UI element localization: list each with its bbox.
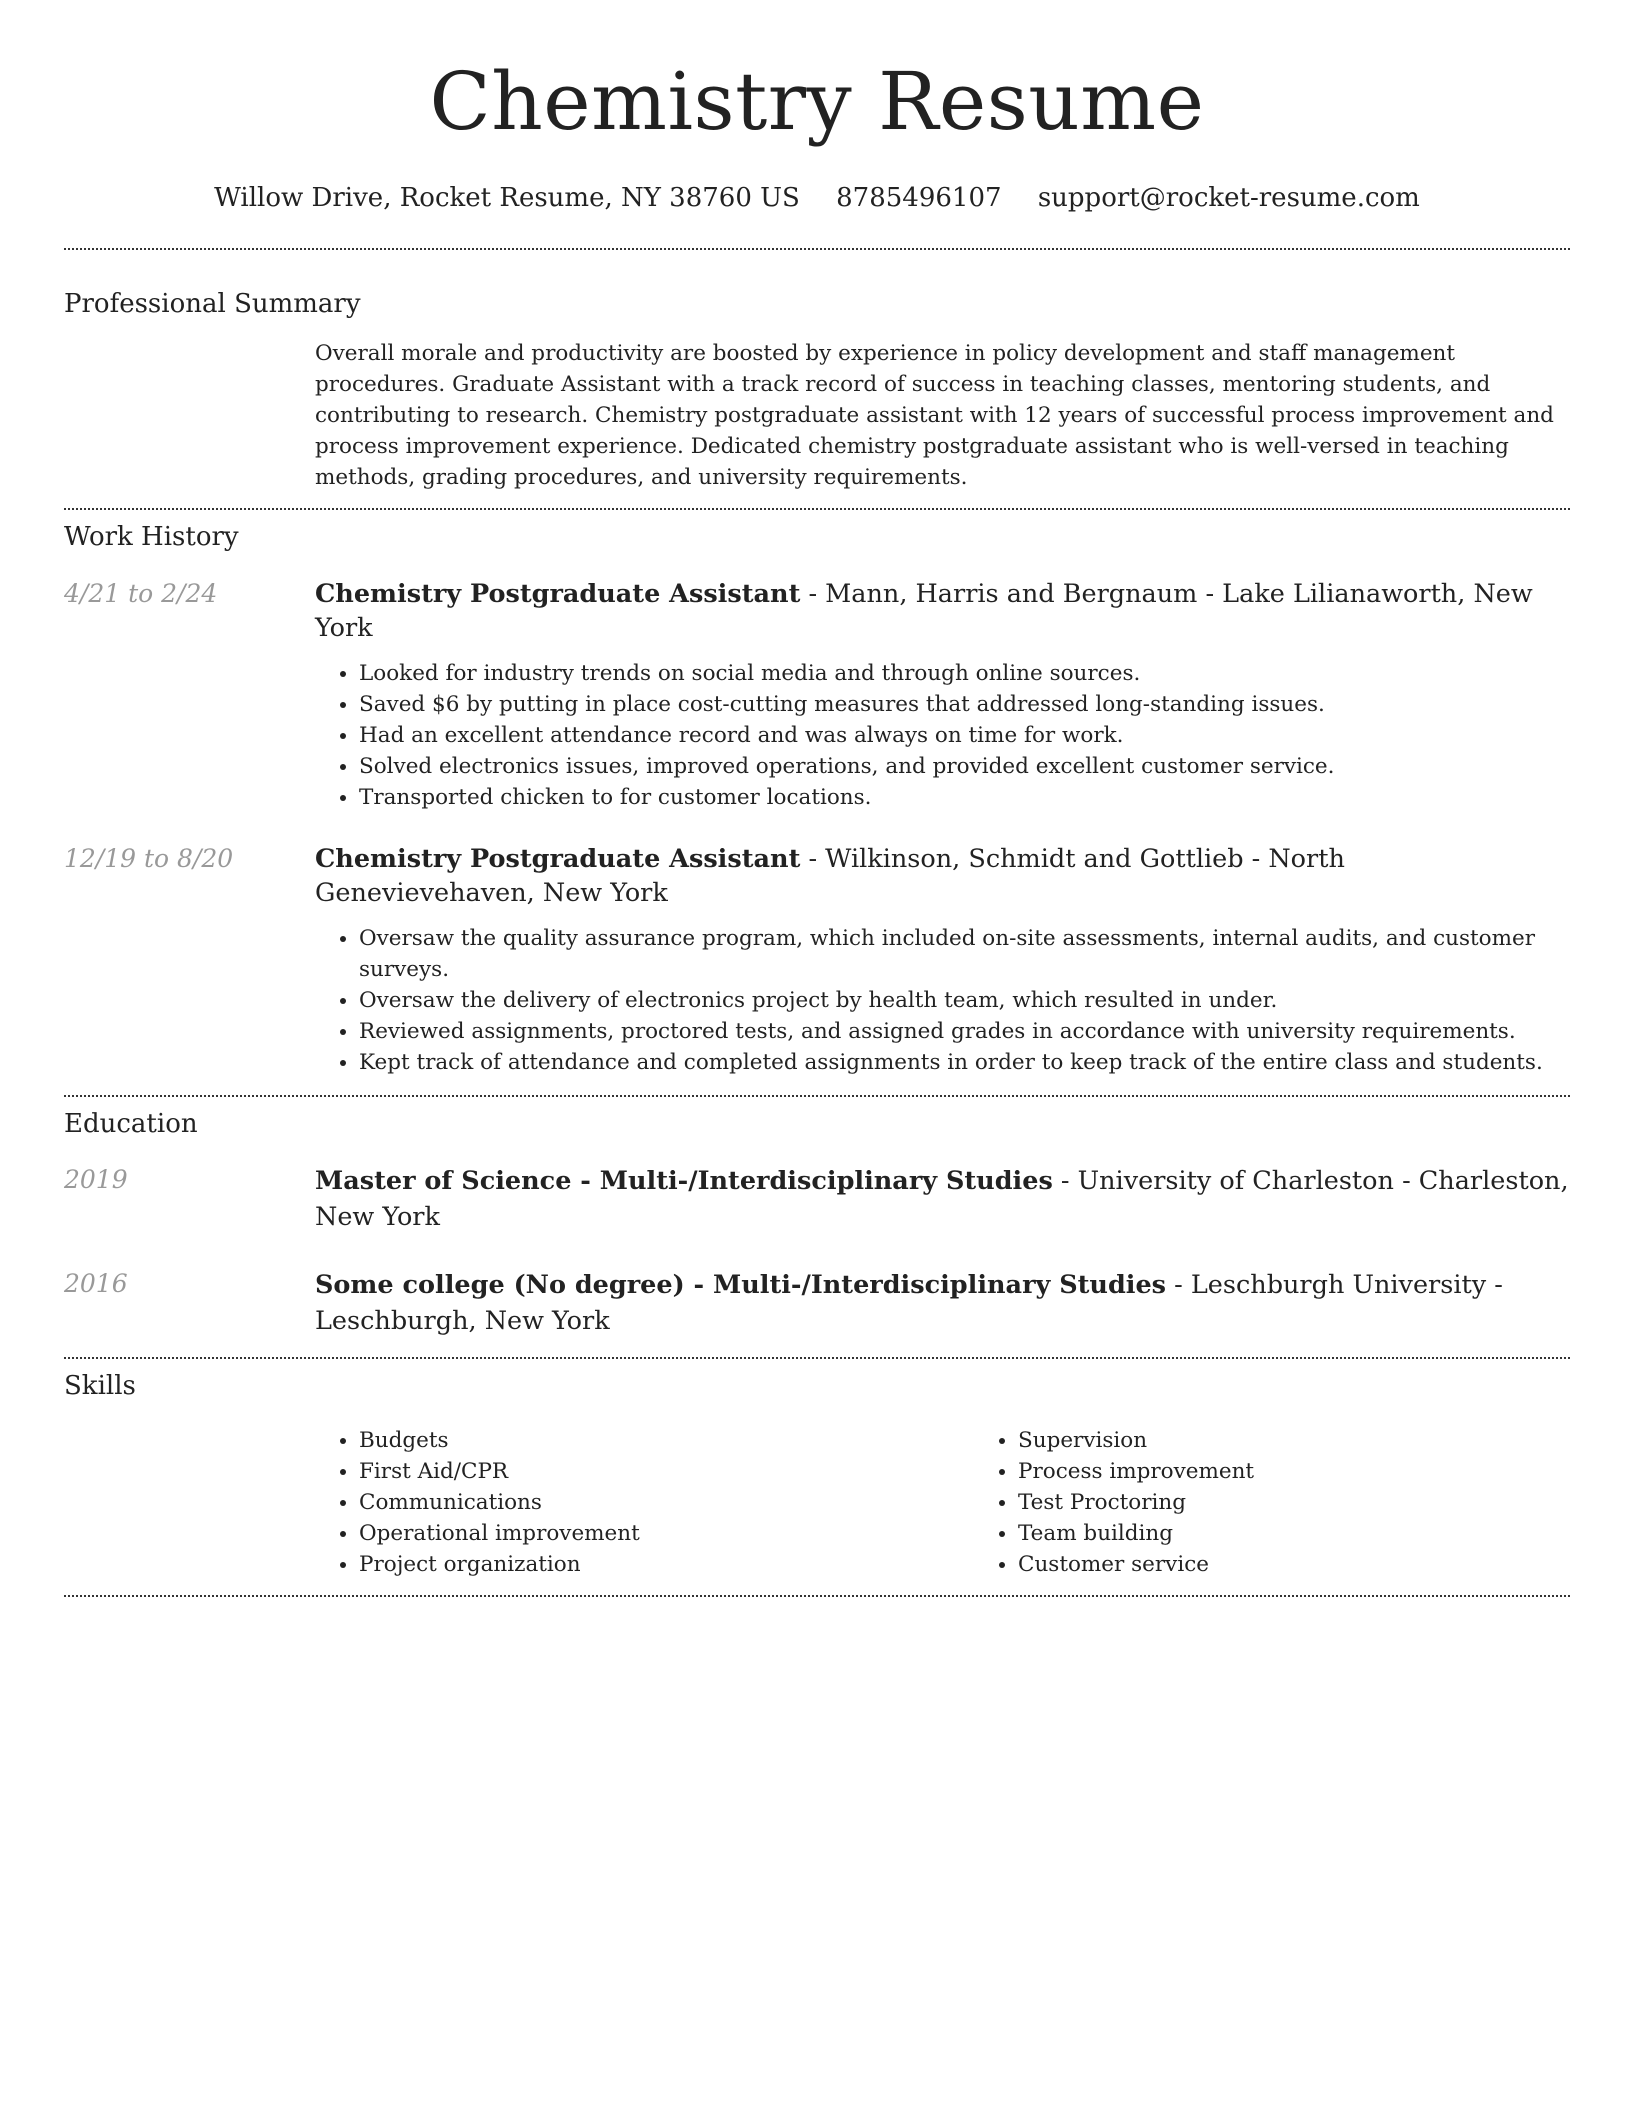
summary-text: Overall morale and productivity are boosted by experience in policy development and staff management procedures. Graduate Assistant with a track record of success in teaching classes, mentoring students, and contributing to research. Chemistry postgraduate assistant with 12 years of successful process improvement and process improvement experience. Dedicated chemistry postgraduate assistant who is well-versed in teaching methods, grading procedures, and university requirements. [315, 341, 1554, 490]
education-entry [64, 1267, 1570, 1339]
list-item: • Oversaw the delivery of electronics project by health team, which resulted in under. [359, 985, 1570, 1016]
divider [64, 1595, 1570, 1597]
list-item: • Process improvement [1018, 1456, 1632, 1487]
list-item: • Kept track of attendance and completed assignments in order to keep track of the entire class and students. [359, 1047, 1570, 1078]
education-degree: Master of Science - Multi-/Interdisciplinary Studies [315, 1166, 1053, 1196]
job-dates: 12/19 to 8/20 [64, 844, 234, 873]
list-item: • Budgets [359, 1425, 974, 1456]
job-employer: - Mann, Harris and Bergnaum - Lake Lilianaworth, New York [315, 579, 1533, 643]
work-section [64, 510, 1570, 1078]
list-item: • Saved $6 by putting in place cost-cutting measures that addressed long-standing issues. [359, 689, 1570, 720]
job-bullets [315, 923, 1570, 1078]
skills-list-right [974, 1425, 1632, 1580]
job-employer: - Wilkinson, Schmidt and Gottlieb - North Genevievehaven, New York [315, 844, 1345, 908]
summary-section [64, 250, 1570, 493]
skills-section [64, 1359, 1570, 1580]
education-heading [315, 1267, 1570, 1339]
list-item: • Test Proctoring [1018, 1487, 1632, 1518]
list-item: • Looked for industry trends on social media and through online sources. [359, 658, 1570, 689]
skills-list-left [315, 1425, 974, 1580]
summary-spacer [64, 338, 315, 493]
list-item: • Transported chicken to for customer locations. [359, 782, 1570, 813]
list-item: • Supervision [1018, 1425, 1632, 1456]
section-title-work: Work History [64, 522, 239, 552]
job-heading [315, 577, 1570, 645]
section-title-skills: Skills [64, 1371, 136, 1401]
education-heading [315, 1163, 1570, 1235]
resume-title: Chemistry Resume [429, 55, 1205, 148]
job-bullets [315, 658, 1570, 813]
education-section [64, 1097, 1570, 1339]
education-entry [64, 1163, 1570, 1235]
education-year: 2019 [64, 1165, 128, 1194]
section-title-summary: Professional Summary [64, 289, 361, 319]
education-degree: Some college (No degree) - Multi-/Interdisciplinary Studies [315, 1270, 1167, 1300]
contact-address: Willow Drive, Rocket Resume, NY 38760 US [214, 183, 800, 213]
job-entry [64, 842, 1570, 1078]
job-role: Chemistry Postgraduate Assistant [315, 844, 801, 874]
list-item: • Project organization [359, 1549, 974, 1580]
skills-spacer [64, 1425, 315, 1580]
section-title-education: Education [64, 1109, 198, 1139]
job-entry [64, 577, 1570, 813]
job-heading [315, 842, 1570, 910]
job-dates: 4/21 to 2/24 [64, 579, 218, 608]
education-school: - Leschburgh University - Leschburgh, New York [315, 1270, 1503, 1336]
contact-email: support@rocket-resume.com [1037, 183, 1420, 213]
list-item: • Operational improvement [359, 1518, 974, 1549]
contact-line [64, 180, 1570, 216]
list-item: • Solved electronics issues, improved operations, and provided excellent customer service. [359, 751, 1570, 782]
skills-grid [315, 1425, 1632, 1580]
list-item: • First Aid/CPR [359, 1456, 974, 1487]
list-item: • Customer service [1018, 1549, 1632, 1580]
list-item: • Oversaw the quality assurance program, which included on-site assessments, internal audits, and customer surveys. [359, 923, 1570, 985]
list-item: • Had an excellent attendance record and was always on time for work. [359, 720, 1570, 751]
contact-phone: 8785496107 [836, 183, 1002, 213]
list-item: • Reviewed assignments, proctored tests, and assigned grades in accordance with university requirements. [359, 1016, 1570, 1047]
education-school: - University of Charleston - Charleston, New York [315, 1166, 1569, 1232]
job-role: Chemistry Postgraduate Assistant [315, 579, 801, 609]
list-item: • Team building [1018, 1518, 1632, 1549]
education-year: 2016 [64, 1269, 128, 1298]
resume-page [64, 0, 1570, 1597]
list-item: • Communications [359, 1487, 974, 1518]
